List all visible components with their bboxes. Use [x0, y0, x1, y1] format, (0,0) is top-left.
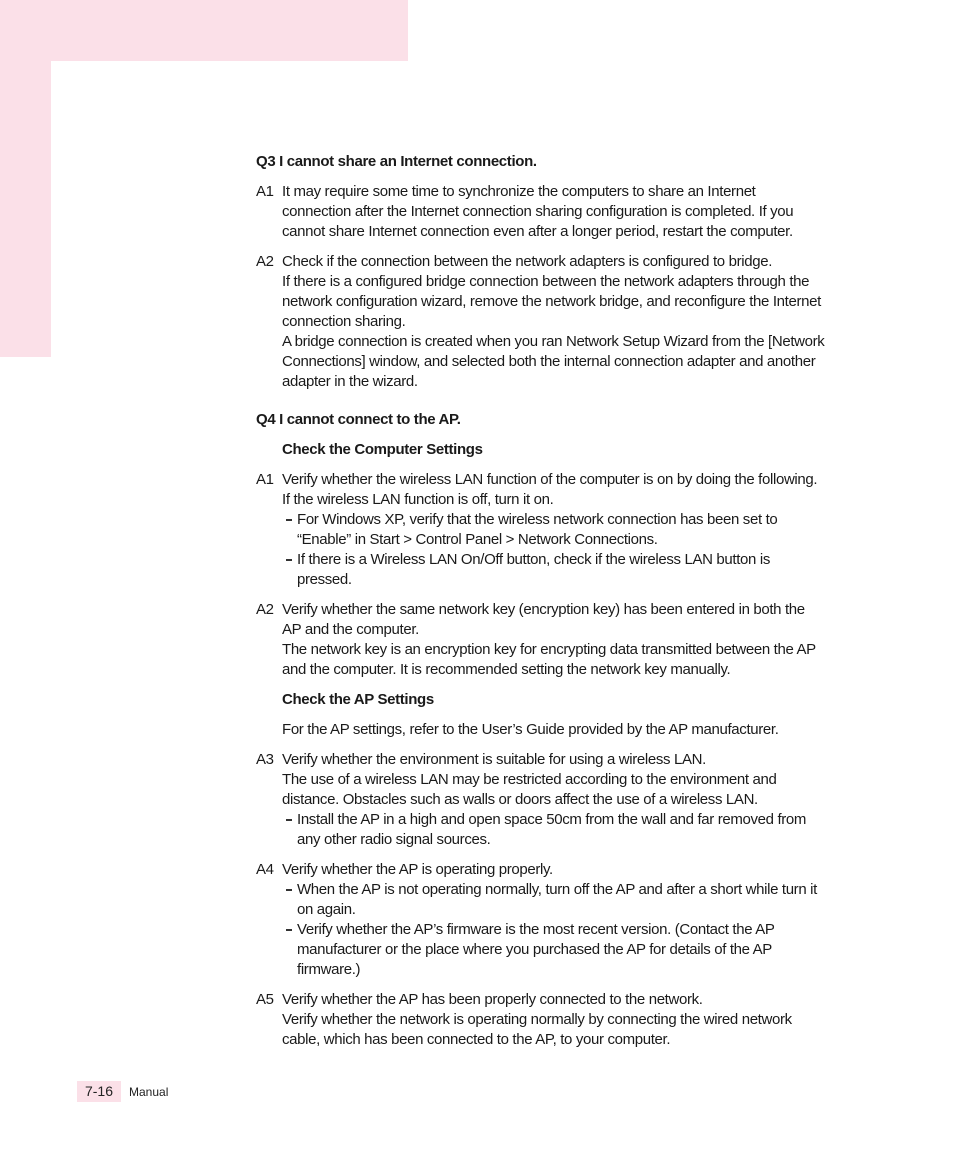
q4-answer-a4 [256, 860, 826, 980]
answer-text: It may require some time to synchronize the computers to share an Internet connection after the Internet connection sharing configuration is completed. If you cannot share Internet connection even after a longer period, restart the computer. [282, 183, 794, 240]
answer-text: The use of a wireless LAN may be restricted according to the environment and distance. Obstacles such as walls or doors affect the use of a wireless LAN. [282, 771, 777, 808]
bullet-text: Install the AP in a high and open space 50cm from the wall and far removed from any other radio signal sources. [297, 811, 807, 848]
answer-label: A1 [256, 471, 274, 488]
q4-answer-a3 [256, 750, 826, 850]
q4-answer-a5 [256, 990, 826, 1050]
page-side-band [0, 0, 51, 357]
footer-label: Manual [129, 1084, 169, 1099]
answer-text: Check if the connection between the network adapters is configured to bridge. [282, 253, 773, 270]
bullet-item [282, 550, 826, 590]
bullet-dash-icon [286, 559, 292, 561]
bullet-text: If there is a Wireless LAN On/Off button, check if the wireless LAN button is pressed. [297, 551, 770, 588]
bullet-item [282, 880, 826, 920]
bullet-item [282, 510, 826, 550]
answer-text: Verify whether the AP is operating properly. [282, 861, 553, 878]
ap-settings-note: For the AP settings, refer to the User’s Guide provided by the AP manufacturer. [282, 721, 779, 738]
answer-label: A2 [256, 601, 274, 618]
answer-text: Verify whether the network is operating normally by connecting the wired network cable, which has been connected to the AP, to your computer. [282, 1011, 792, 1048]
page-corner-band [0, 0, 408, 61]
bullet-item [282, 920, 826, 980]
q4-answer-a2 [256, 600, 826, 680]
answer-text: A bridge connection is created when you ran Network Setup Wizard from the [Network Connections] window, and selected both the internal connection adapter and another adapter in the wizard. [282, 333, 825, 390]
answer-text: Verify whether the AP has been properly connected to the network. [282, 991, 703, 1008]
bullet-text: For Windows XP, verify that the wireless network connection has been set to “Enable” in Start > Control Panel > Network Connections. [297, 511, 778, 548]
answer-text: If there is a configured bridge connection between the network adapters through the network configuration wizard, remove the network bridge, and reconfigure the Internet connection sharing. [282, 273, 821, 330]
ap-settings-heading: Check the AP Settings [282, 691, 434, 708]
question-q3-title: Q3 I cannot share an Internet connection. [256, 153, 537, 170]
bullet-dash-icon [286, 819, 292, 821]
answer-label: A1 [256, 183, 274, 200]
answer-text: Verify whether the environment is suitable for using a wireless LAN. [282, 751, 706, 768]
page-number: 7-16 [77, 1081, 121, 1102]
bullet-item [282, 810, 826, 850]
answer-label: A4 [256, 861, 274, 878]
q3-answer-a2 [256, 252, 826, 392]
page-footer [77, 1081, 168, 1102]
answer-label: A3 [256, 751, 274, 768]
bullet-text: When the AP is not operating normally, turn off the AP and after a short while turn it on again. [297, 881, 817, 918]
bullet-dash-icon [286, 519, 292, 521]
bullet-text: Verify whether the AP’s firmware is the most recent version. (Contact the AP manufacturer or the place where you purchased the AP for details of the AP firmware.) [297, 921, 775, 978]
computer-settings-heading: Check the Computer Settings [282, 441, 483, 458]
answer-label: A2 [256, 253, 274, 270]
manual-content [256, 152, 826, 1060]
answer-text: The network key is an encryption key for encrypting data transmitted between the AP and the computer. It is recommended setting the network key manually. [282, 641, 816, 678]
answer-label: A5 [256, 991, 274, 1008]
bullet-dash-icon [286, 929, 292, 931]
answer-text: Verify whether the wireless LAN function of the computer is on by doing the following. If the wireless LAN function is off, turn it on. [282, 471, 818, 508]
question-q4-title: Q4 I cannot connect to the AP. [256, 411, 461, 428]
q4-answer-a1 [256, 470, 826, 590]
q3-answer-a1 [256, 182, 826, 242]
bullet-dash-icon [286, 889, 292, 891]
answer-text: Verify whether the same network key (encryption key) has been entered in both the AP and the computer. [282, 601, 805, 638]
